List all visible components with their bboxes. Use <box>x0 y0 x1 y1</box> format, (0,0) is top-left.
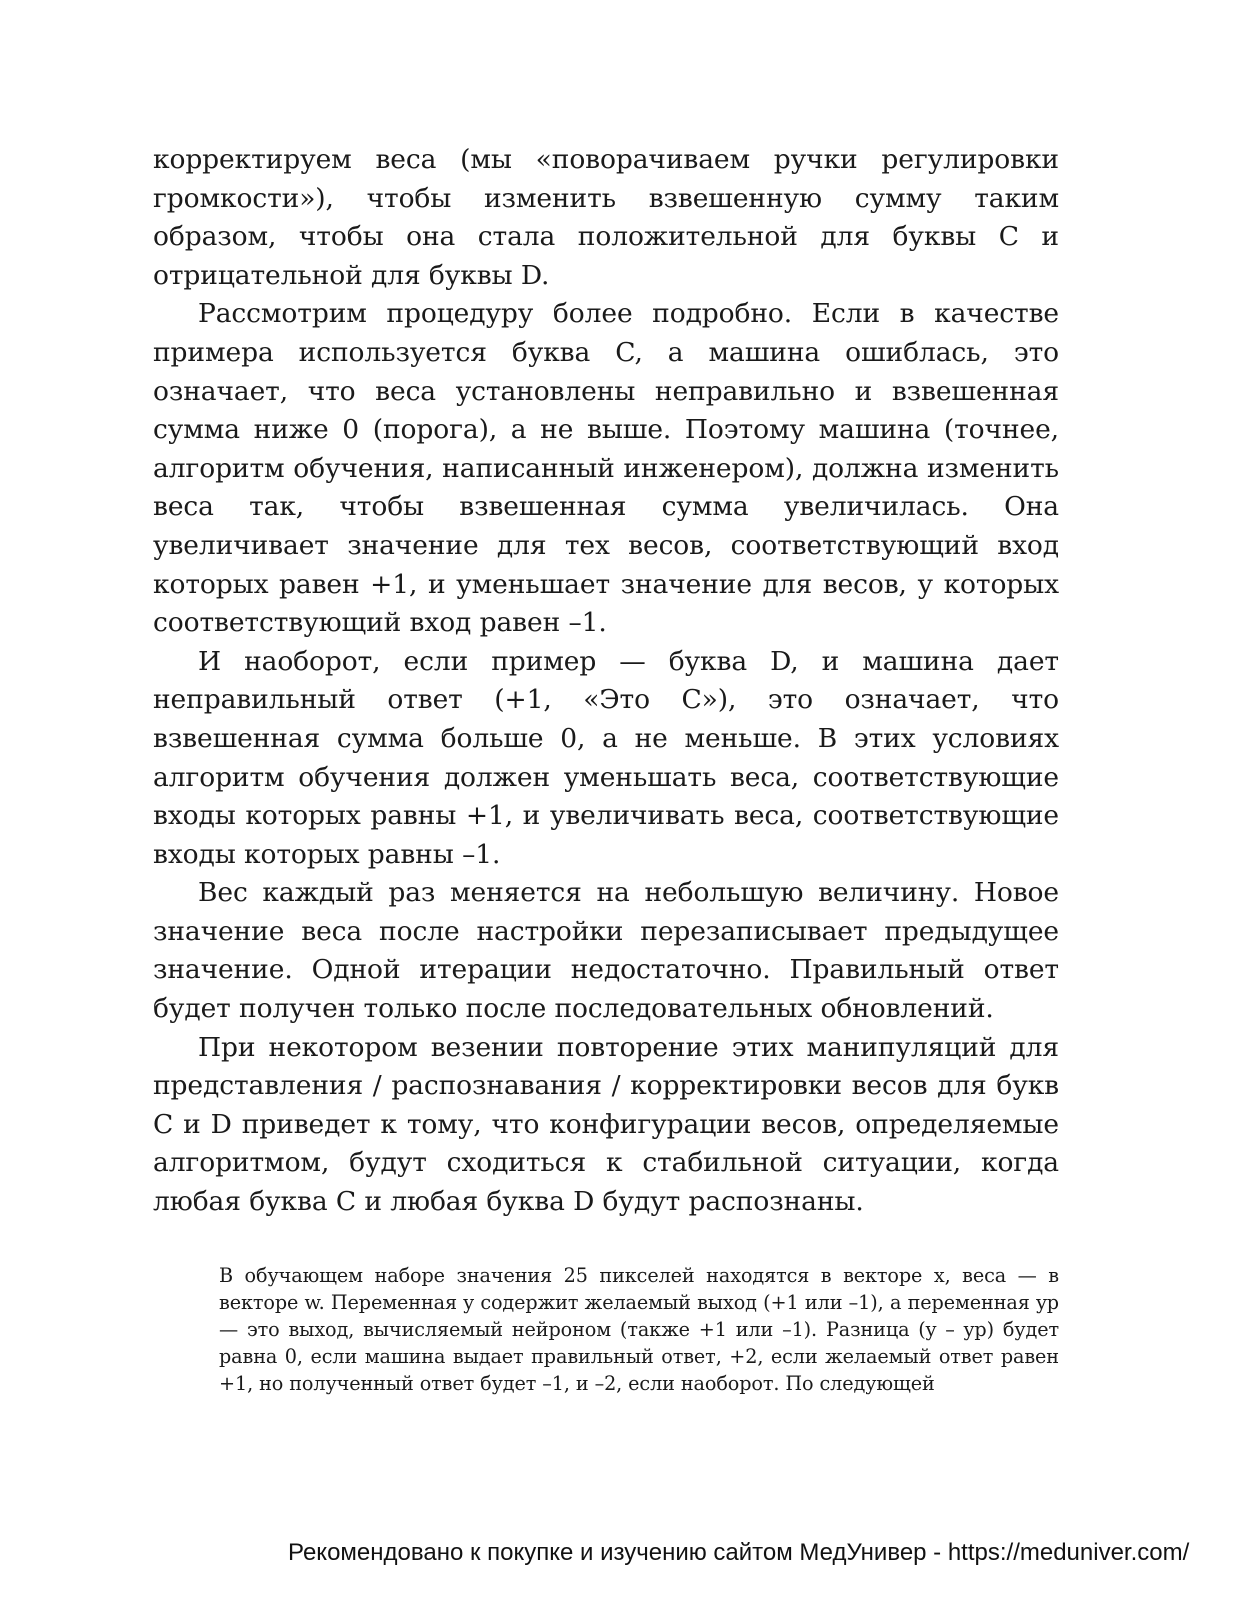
side-note <box>219 1262 1059 1397</box>
paragraph-4: Вес каждый раз меняется на небольшую величину. Новое значение веса после настройки перезаписывает предыдущее значение. Одной итерации недостаточно. Правильный ответ будет получен только после последовательных обновлений. <box>153 877 1059 1025</box>
paragraph-3: И наоборот, если пример — буква D, и машина дает неправильный ответ (+1, «Это C»), это означает, что взвешенная сумма больше 0, а не меньше. В этих условиях алгоритм обучения должен уменьшать веса, соответствующие входы которых равны +1, и увеличивать веса, соответствующие входы которых равны –1. <box>153 645 1059 870</box>
paragraph-2: Рассмотрим процедуру более подробно. Если в качестве примера используется буква C, а машина ошиблась, это означает, что веса установлены неправильно и взвешенная сумма ниже 0 (порога), а не выше. Поэтому машина (точнее, алгоритм обучения, написанный инженером), должна изменить веса так, чтобы взвешенная сумма увеличилась. Она увеличивает значение для тех весов, соответствующий вход которых равен +1, и уменьшает значение для весов, у которых соответствующий вход равен –1. <box>153 298 1059 639</box>
footer-promo: Рекомендовано к покупке и изучению сайтом МедУнивер - https://meduniver.com/ <box>288 1539 1190 1566</box>
main-text <box>153 141 1059 1222</box>
paragraph-5: При некотором везении повторение этих манипуляций для представления / распознавания / корректировки весов для букв C и D приведет к тому, что конфигурации весов, определяемые алгоритмом, будут сходиться к стабильной ситуации, когда любая буква C и любая буква D будут распознаны. <box>153 1031 1059 1218</box>
side-note-text: В обучающем наборе значения 25 пикселей находятся в векторе x, веса — в векторе w. Переменная y содержит желаемый выход (+1 или –1), а переменная yp — это выход, вычисляемый нейроном (также +1 или –1). Разница (y – yp) будет равна 0, если машина выдает правильный ответ, +2, если желаемый ответ равен +1, но полученный ответ будет –1, и –2, если наоборот. По следующей <box>219 1264 1059 1395</box>
paragraph-1: корректируем веса (мы «поворачиваем ручки регулировки громкости»), чтобы изменить взвешенную сумму таким образом, чтобы она стала положительной для буквы C и отрицательной для буквы D. <box>153 144 1059 291</box>
